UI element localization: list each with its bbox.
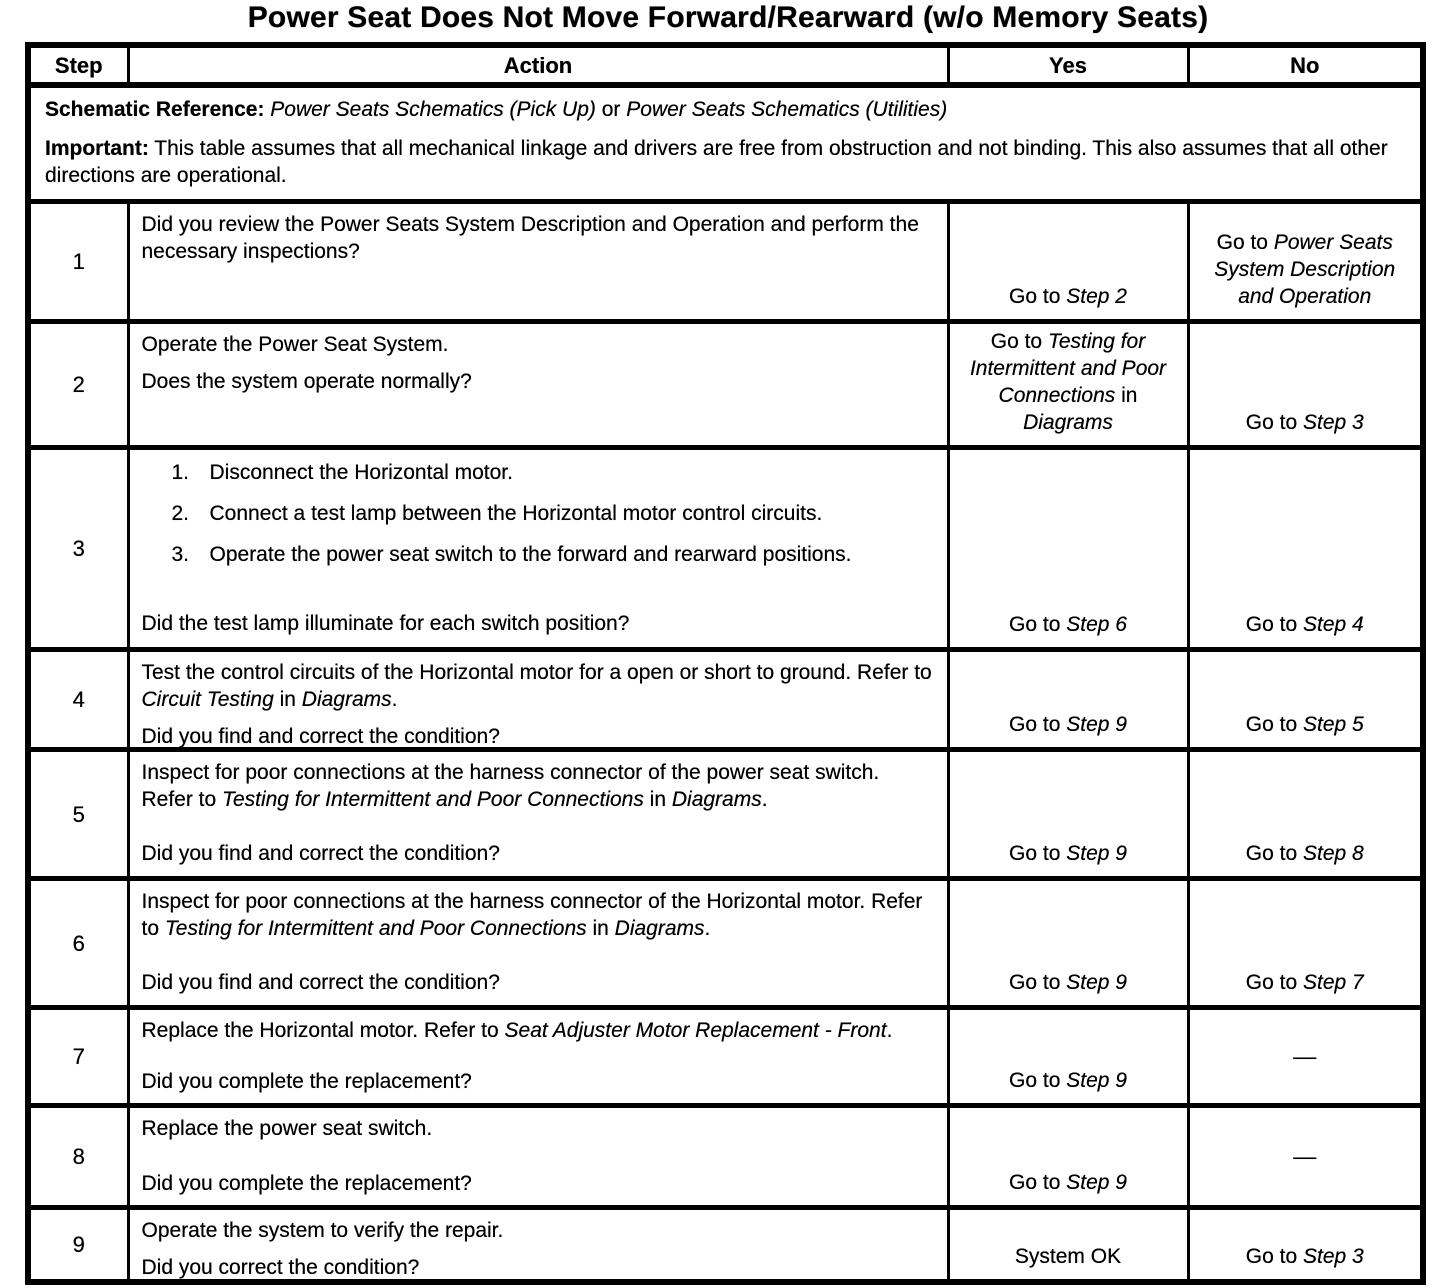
important-label: Important: [45, 137, 149, 160]
schematic-ref-utilities: Power Seats Schematics (Utilities) [626, 98, 948, 121]
header-row [28, 45, 1423, 85]
diagnostic-table [25, 42, 1426, 1285]
table-row [28, 202, 1423, 322]
row-8-step: 8 [28, 1106, 128, 1208]
row-2-step: 2 [28, 322, 128, 448]
important-note [45, 135, 1404, 189]
table-row [28, 879, 1423, 1008]
table-row [28, 1008, 1423, 1106]
row-8-no [1188, 1106, 1423, 1208]
row-1-action [128, 202, 948, 322]
row-8-action [128, 1106, 948, 1208]
row-5-action [128, 750, 948, 879]
row-9-step: 9 [28, 1208, 128, 1283]
page-title: Power Seat Does Not Move Forward/Rearward (w/o Memory Seats) [247, 1, 1209, 34]
action-text: Does the system operate normally? [141, 370, 472, 393]
action-question: Did you correct the condition? [141, 1256, 420, 1279]
table-row [28, 322, 1423, 448]
action-question: Did the test lamp illuminate for each switch position? [141, 612, 630, 635]
action-question: Did you find and correct the condition? [141, 725, 500, 748]
table-row [28, 750, 1423, 879]
table-notes [28, 85, 1423, 202]
row-9-action [128, 1208, 948, 1283]
important-text: This table assumes that all mechanical linkage and drivers are free from obstruction and not binding. This also assumes that all other directions are operational. [45, 137, 1388, 187]
action-text: Inspect for poor connections at the harness connector of the power seat switch. Refer to Testing for Intermittent and Poor Connections in Diagrams. [141, 761, 880, 811]
row-7-yes: Go to Step 9 [948, 1008, 1188, 1106]
row-6-action [128, 879, 948, 1008]
col-header-yes: Yes [948, 45, 1188, 85]
row-6-step: 6 [28, 879, 128, 1008]
action-question: Did you complete the replacement? [141, 1172, 472, 1195]
table-row [28, 1106, 1423, 1208]
action-text: Replace the Horizontal motor. Refer to Seat Adjuster Motor Replacement - Front. [141, 1019, 893, 1042]
notes-row [28, 85, 1423, 202]
row-3-step: 3 [28, 448, 128, 650]
row-6-yes: Go to Step 9 [948, 879, 1188, 1008]
row-3-action [128, 448, 948, 650]
row-2-no: Go to Step 3 [1188, 322, 1423, 448]
em-dash: — [1293, 1043, 1317, 1069]
row-2-yes: Go to Testing for Intermittent and Poor Connections in Diagrams [948, 322, 1188, 448]
row-7-no [1188, 1008, 1423, 1106]
row-4-step: 4 [28, 650, 128, 750]
action-question: Did you find and correct the condition? [141, 842, 500, 865]
action-text: Did you review the Power Seats System Description and Operation and perform the necessary inspections? [141, 213, 919, 263]
table-row [28, 448, 1423, 650]
action-text: Replace the power seat switch. [141, 1117, 433, 1140]
em-dash: — [1293, 1143, 1317, 1169]
table-row [28, 650, 1423, 750]
action-numbered-list [142, 459, 933, 582]
row-5-yes: Go to Step 9 [948, 750, 1188, 879]
row-6-no: Go to Step 7 [1188, 879, 1423, 1008]
row-3-no: Go to Step 4 [1188, 448, 1423, 650]
col-header-no: No [1188, 45, 1423, 85]
list-item: 2. Connect a test lamp between the Horizontal motor control circuits. [171, 502, 823, 525]
row-9-no: Go to Step 3 [1188, 1208, 1423, 1283]
action-text: Operate the Power Seat System. [141, 333, 449, 356]
action-question: Did you find and correct the condition? [141, 971, 500, 994]
list-item: 1. Disconnect the Horizontal motor. [171, 461, 513, 484]
action-question: Did you complete the replacement? [141, 1070, 472, 1093]
row-7-step: 7 [28, 1008, 128, 1106]
action-text: Inspect for poor connections at the harness connector of the Horizontal motor. Refer to Testing for Intermittent and Poor Connections in Diagrams. [141, 890, 923, 940]
row-4-action [128, 650, 948, 750]
row-1-step: 1 [28, 202, 128, 322]
row-1-yes: Go to Step 2 [948, 202, 1188, 322]
action-text: Test the control circuits of the Horizontal motor for a open or short to ground. Refer to Circuit Testing in Diagrams. [141, 661, 932, 711]
row-3-yes: Go to Step 6 [948, 448, 1188, 650]
list-item: 3. Operate the power seat switch to the forward and rearward positions. [171, 543, 852, 566]
col-header-action: Action [128, 45, 948, 85]
action-text: Operate the system to verify the repair. [141, 1219, 504, 1242]
row-5-step: 5 [28, 750, 128, 879]
schematic-reference-label: Schematic Reference: [45, 98, 265, 121]
row-2-action [128, 322, 948, 448]
schematic-ref-pickup: Power Seats Schematics (Pick Up) [270, 98, 596, 121]
col-header-step: Step [28, 45, 128, 85]
row-4-no: Go to Step 5 [1188, 650, 1423, 750]
schematic-or: or [601, 98, 621, 121]
row-9-yes: System OK [948, 1208, 1188, 1283]
row-1-no: Go to Power Seats System Description and Operation [1188, 202, 1423, 322]
row-8-yes: Go to Step 9 [948, 1106, 1188, 1208]
row-4-yes: Go to Step 9 [948, 650, 1188, 750]
table-row [28, 1208, 1423, 1283]
schematic-reference [45, 96, 1404, 123]
row-5-no: Go to Step 8 [1188, 750, 1423, 879]
row-7-action [128, 1008, 948, 1106]
